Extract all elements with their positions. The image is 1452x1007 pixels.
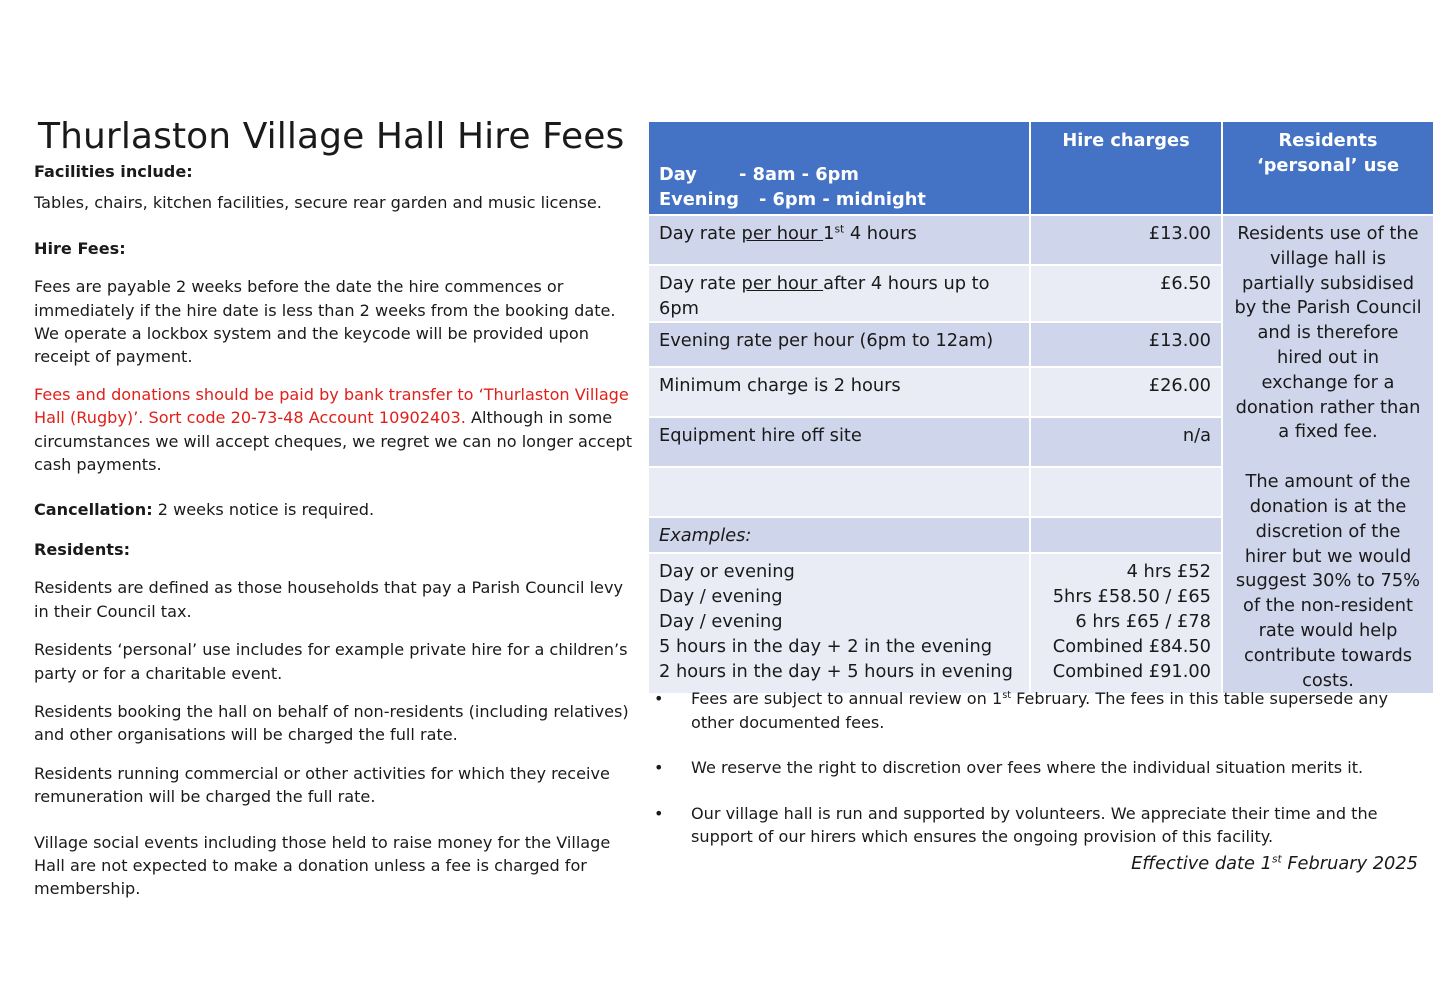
example-desc: 5 hours in the day + 2 in the evening (659, 636, 993, 657)
example-charge: Combined £84.50 (1052, 636, 1211, 657)
bullet-icon: • (654, 758, 664, 778)
example-charge: 6 hrs £65 / £78 (1075, 611, 1211, 632)
residents-paragraph: Residents running commercial or other activities for which they receive remuneration will be charged the full rate. (34, 763, 610, 807)
rate-charge: £13.00 (1030, 322, 1222, 367)
example-desc: Day or evening (659, 561, 795, 582)
example-desc: 2 hours in the day + 5 hours in evening (659, 661, 1013, 682)
residents-paragraph: Residents are defined as those households that pay a Parish Council levy in their Council tax. (34, 578, 624, 621)
empty-cell (648, 467, 1030, 517)
table-header-row (648, 121, 1434, 215)
day-times: - 8am - 6pm (739, 164, 859, 185)
note-text: We reserve the right to discretion over fees where the individual situation merits it. (691, 758, 1364, 778)
residents-paragraph: Village social events including those held to raise money for the Village Hall are not expected to make a donation unless a fee is charged for membership. (34, 832, 611, 899)
facilities-heading: Facilities include: (34, 162, 193, 181)
rate-description: Equipment hire off site (648, 417, 1030, 467)
rate-description: Day rate per hour 1st 4 hours (648, 215, 1030, 265)
page-title: Thurlaston Village Hall Hire Fees (38, 116, 625, 157)
left-column (34, 160, 634, 901)
hire-fees-heading: Hire Fees: (34, 238, 126, 258)
rate-charge: n/a (1030, 417, 1222, 467)
residents-paragraph: Residents booking the hall on behalf of non-residents (including relatives) and other organisations will be charged the full rate. (34, 701, 629, 745)
cancellation-heading: Cancellation: (34, 500, 153, 520)
examples-label: Examples: (648, 517, 1030, 553)
bullet-icon: • (654, 803, 664, 823)
note-text: Our village hall is run and supported by volunteers. We appreciate their time and the support of our hirers which ensures the ongoing provision of this facility. (691, 803, 1378, 847)
empty-cell (1030, 517, 1222, 553)
residents-note (1222, 215, 1434, 694)
rate-description: Minimum charge is 2 hours (648, 367, 1030, 417)
fees-table (647, 120, 1435, 695)
notes-list (654, 687, 1414, 871)
note-item (654, 802, 1414, 849)
cancellation-paragraph (34, 498, 634, 521)
example-charge: Combined £91.00 (1052, 661, 1211, 682)
residents-note-2: The amount of the donation is at the discretion of the hirer but we would suggest 30% to 75% of the non-resident rate would help contribute towards costs. (1235, 471, 1421, 691)
day-label: Day (659, 164, 697, 185)
example-charge: 4 hrs £52 (1126, 561, 1211, 582)
note-item (654, 687, 1414, 734)
table-row (648, 215, 1434, 265)
residents-note-1: Residents use of the village hall is partially subsidised by the Parish Council and is therefore hired out in exchange for a donation rather than a fixed fee. (1234, 223, 1422, 443)
rate-description: Evening rate per hour (6pm to 12am) (648, 322, 1030, 367)
hire-charges-header: Hire charges (1030, 121, 1222, 215)
example-descriptions (648, 553, 1030, 694)
payment-note: Although in some circumstances we will accept cheques, we regret we can no longer accept cash payments. (34, 408, 633, 475)
payment-paragraph (34, 383, 634, 477)
cancellation-text: 2 weeks notice is required. (152, 500, 375, 520)
rate-charge: £6.50 (1030, 265, 1222, 322)
note-text: Fees are subject to annual review on 1st February. The fees in this table supersede any other documented fees. (691, 689, 1388, 732)
evening-times: - 6pm - midnight (758, 189, 926, 210)
example-desc: Day / evening (659, 586, 783, 607)
example-charge: 5hrs £58.50 / £65 (1052, 586, 1211, 607)
empty-cell (1030, 467, 1222, 517)
rate-description: Day rate per hour after 4 hours up to 6pm (648, 265, 1030, 322)
residents-heading: Residents: (34, 539, 131, 559)
example-charges (1030, 553, 1222, 694)
rate-charge: £13.00 (1030, 215, 1222, 265)
bullet-icon: • (654, 689, 664, 708)
rate-charge: £26.00 (1030, 367, 1222, 417)
times-header (648, 121, 1030, 215)
facilities-text: Tables, chairs, kitchen facilities, secure rear garden and music license. (34, 193, 602, 213)
payment-details: Fees and donations should be paid by bank transfer to ‘Thurlaston Village Hall (Rugby)’. Sort code 20-73-48 Account 10902403. (34, 384, 629, 428)
effective-date: Effective date 1st February 2025 (1131, 852, 1418, 874)
residents-use-header: Residents ‘personal’ use (1222, 121, 1434, 215)
note-item (654, 756, 1414, 780)
residents-paragraph: Residents ‘personal’ use includes for example private hire for a children’s party or for a charitable event. (34, 640, 628, 683)
hire-fees-text: Fees are payable 2 weeks before the date the hire commences or immediately if the hire date is less than 2 weeks from the booking date. We operate a lockbox system and the keycode will be provided upon receipt of payment. (34, 277, 616, 367)
evening-label: Evening (659, 189, 739, 210)
example-desc: Day / evening (659, 611, 783, 632)
